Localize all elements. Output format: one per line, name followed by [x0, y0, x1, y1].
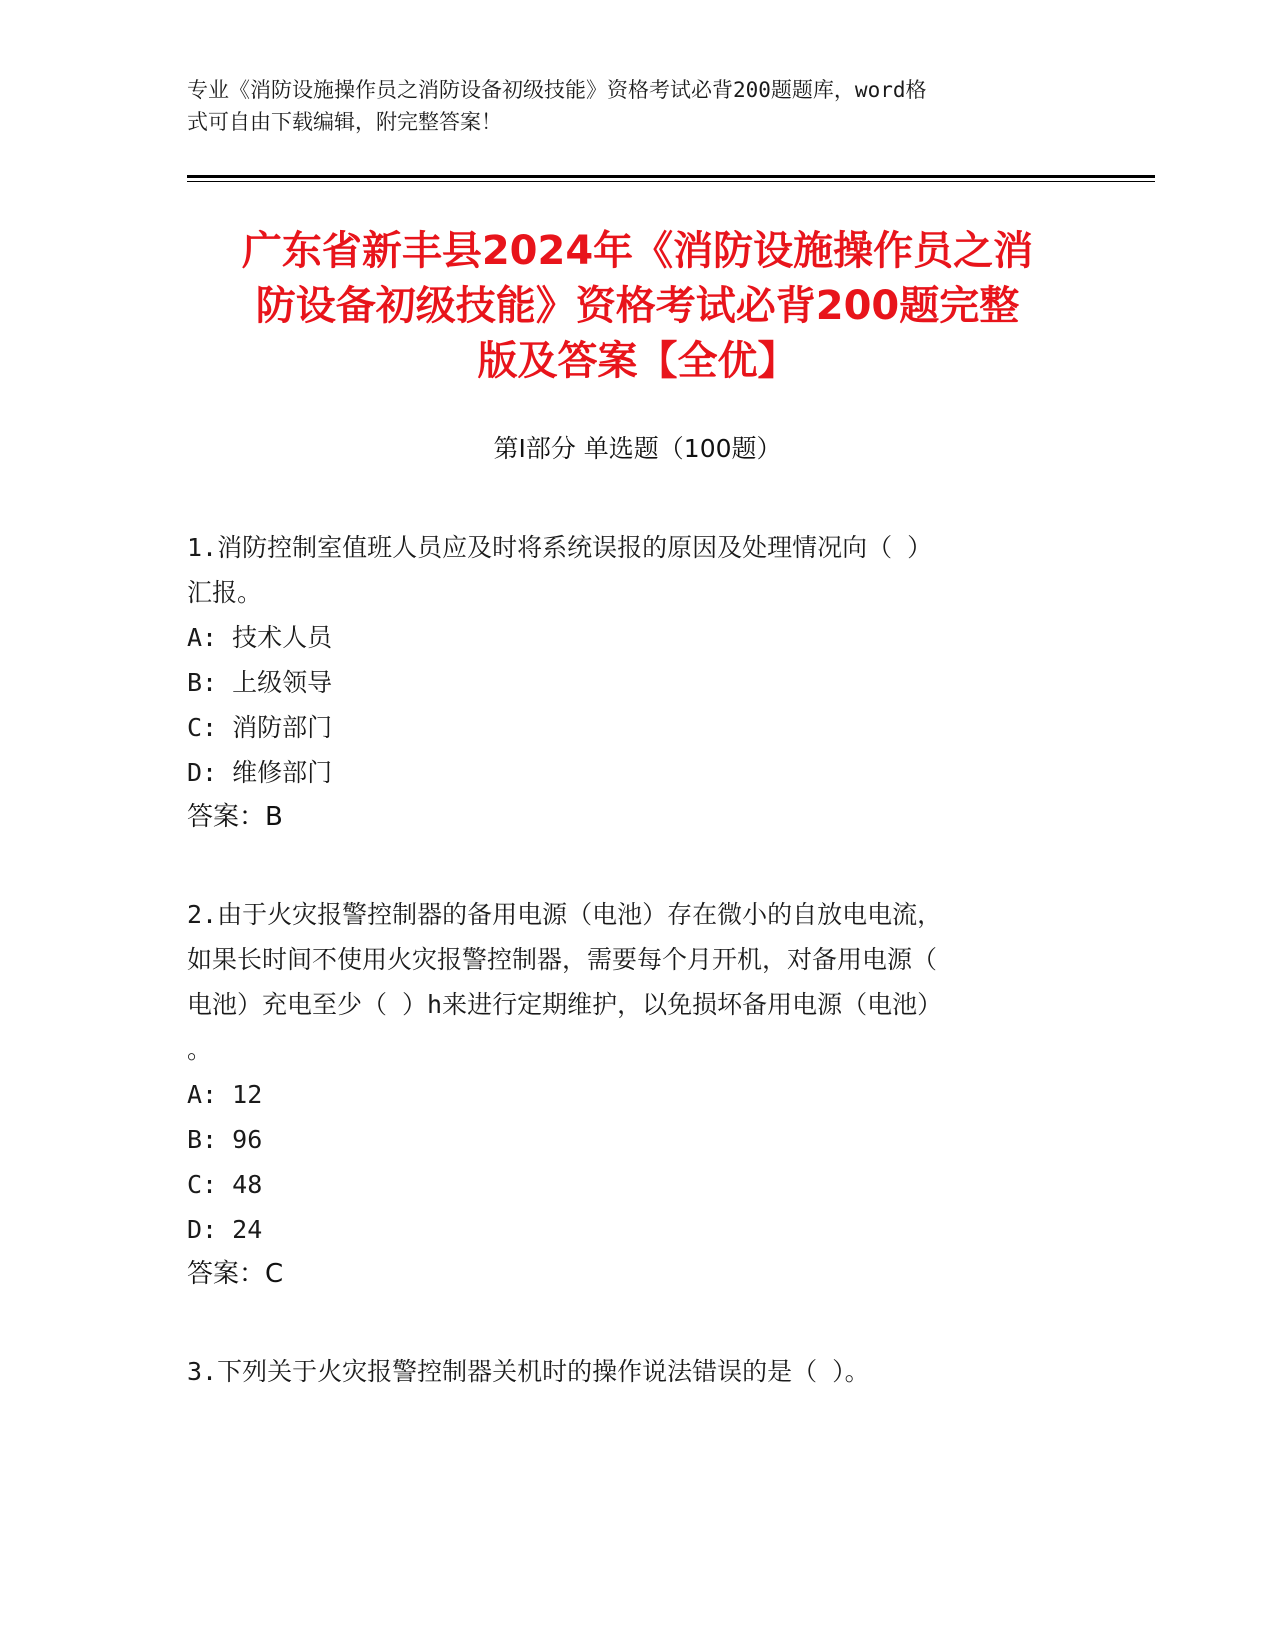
answer-line: 答案：B: [187, 802, 283, 832]
header-divider-thin: [187, 181, 1155, 182]
title-line: 防设备初级技能》资格考试必背200题完整: [255, 283, 1020, 329]
question-item: [187, 1349, 1087, 1394]
question-text-line: 3.下列关于火灾报警控制器关机时的操作说法错误的是（ ）。: [187, 1357, 870, 1386]
question-text: [187, 525, 1087, 615]
question-item: [187, 892, 1087, 1297]
option-b: B: 上级领导: [187, 668, 333, 697]
question-item: [187, 525, 1087, 840]
question-text-line: 2.由于火灾报警控制器的备用电源（电池）存在微小的自放电电流，: [187, 900, 943, 929]
document-title: [170, 224, 1105, 389]
option-a: A: 技术人员: [187, 623, 333, 652]
option-b: B: 96: [187, 1125, 263, 1154]
question-text-line: 1.消防控制室值班人员应及时将系统误报的原因及处理情况向（ ）: [187, 533, 933, 562]
header-note-line: 式可自由下载编辑，附完整答案！: [187, 110, 502, 134]
header-note: [187, 74, 1067, 138]
answer-line: 答案：C: [187, 1259, 284, 1289]
option-a: A: 12: [187, 1080, 263, 1109]
title-line: 广东省新丰县2024年《消防设施操作员之消: [241, 228, 1034, 274]
question-text-line: 电池）充电至少（ ）h来进行定期维护，以免损坏备用电源（电池）: [187, 990, 943, 1019]
header-divider-thick: [187, 175, 1155, 178]
header-note-line: 专业《消防设施操作员之消防设备初级技能》资格考试必背200题题库，word格: [187, 78, 927, 102]
title-line: 版及答案【全优】: [477, 338, 798, 384]
question-text-line: 汇报。: [187, 578, 263, 607]
question-list: [187, 525, 1087, 1446]
section-heading: 第Ⅰ部分 单选题（100题）: [493, 434, 782, 463]
option-c: C: 消防部门: [187, 713, 333, 742]
question-text-line: 如果长时间不使用火灾报警控制器，需要每个月开机，对备用电源（: [187, 945, 938, 974]
question-text: [187, 1349, 1087, 1394]
question-text-line: 。: [187, 1035, 213, 1064]
option-d: D: 维修部门: [187, 758, 333, 787]
question-text: [187, 892, 1087, 1072]
option-c: C: 48: [187, 1170, 263, 1199]
option-d: D: 24: [187, 1215, 263, 1244]
